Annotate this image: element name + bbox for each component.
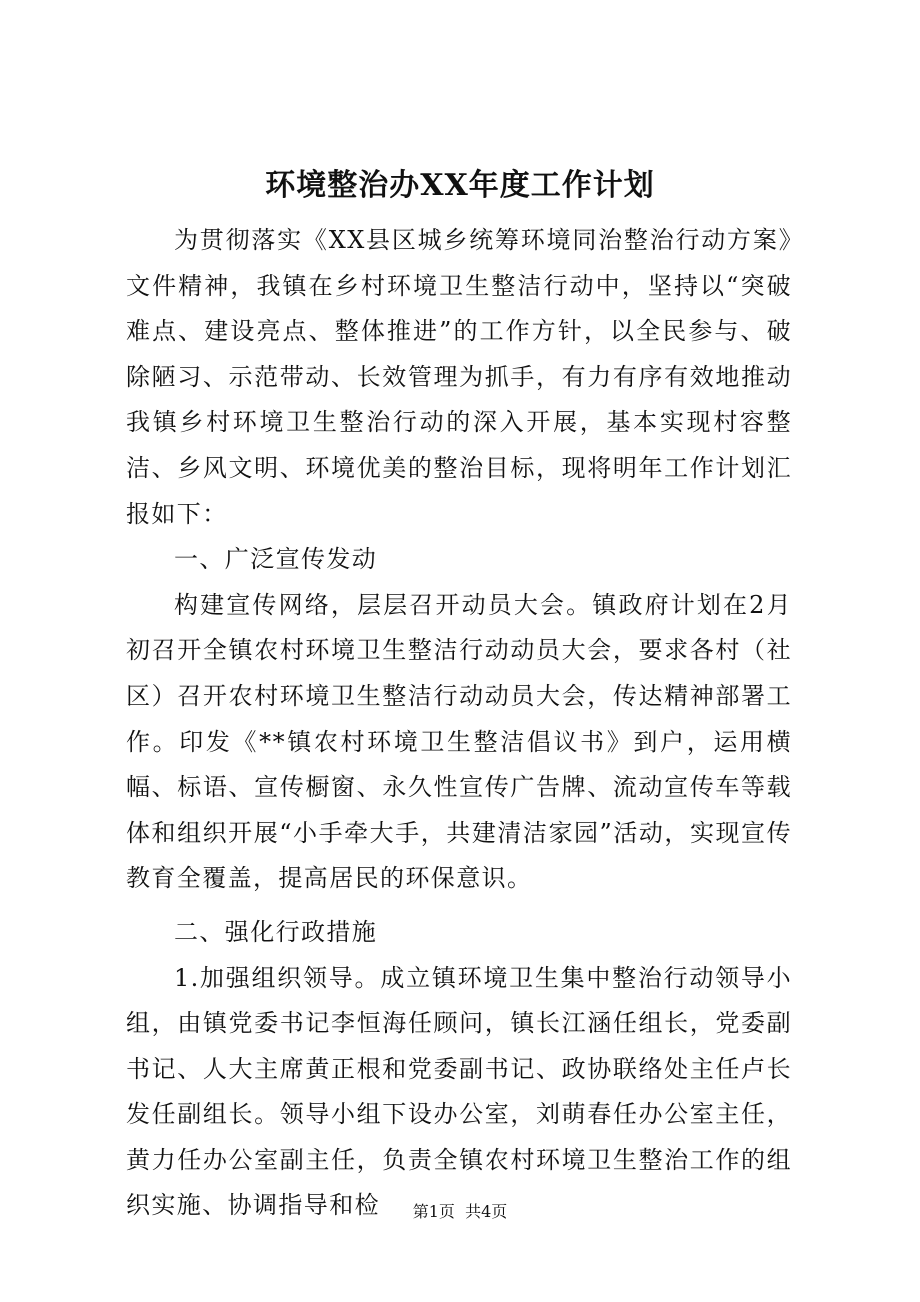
page-total: 共4页	[465, 1202, 508, 1221]
intro-paragraph: 为贯彻落实《XX县区城乡统筹环境同治整治行动方案》文件精神，我镇在乡村环境卫生整洁行动中，坚持以“突破难点、建设亮点、整体推进”的工作方针，以全民参与、破除陋习、示范带动、长效管理为抓手，有力有序有效地推动我镇乡村环境卫生整治行动的深入开展，基本实现村容整洁、乡风文明、环境优美的整治目标，现将明年工作计划汇报如下：	[126, 226, 792, 528]
page-number: 第1页	[412, 1202, 455, 1221]
page-footer	[0, 1200, 920, 1224]
document-title: 环境整治办XX年度工作计划	[265, 168, 655, 203]
organization-paragraph: 1.加强组织领导。成立镇环境卫生集中整治行动领导小组，由镇党委书记李恒海任顾问，镇长江涵任组长，党委副书记、人大主席黄正根和党委副书记、政协联络处主任卢长发任副组长。领导小组下设办公室，刘萌春任办公室主任，黄力任办公室副主任，负责全镇农村环境卫生整治工作的组织实施、协调指导和检	[126, 963, 792, 1220]
section-heading-administrative: 二、强化行政措施	[174, 917, 378, 946]
document-body	[126, 218, 792, 1229]
publicity-paragraph: 构建宣传网络，层层召开动员大会。镇政府计划在2月初召开全镇农村环境卫生整洁行动动员大会，要求各村（社区）召开农村环境卫生整洁行动动员大会，传达精神部署工作。印发《**镇农村环境卫生整洁倡议书》到户，运用横幅、标语、宣传橱窗、永久性宣传广告牌、流动宣传车等载体和组织开展“小手牵大手，共建清洁家园”活动，实现宣传教育全覆盖，提高居民的环保意识。	[126, 590, 792, 893]
section-heading-publicity: 一、广泛宣传发动	[174, 545, 378, 574]
